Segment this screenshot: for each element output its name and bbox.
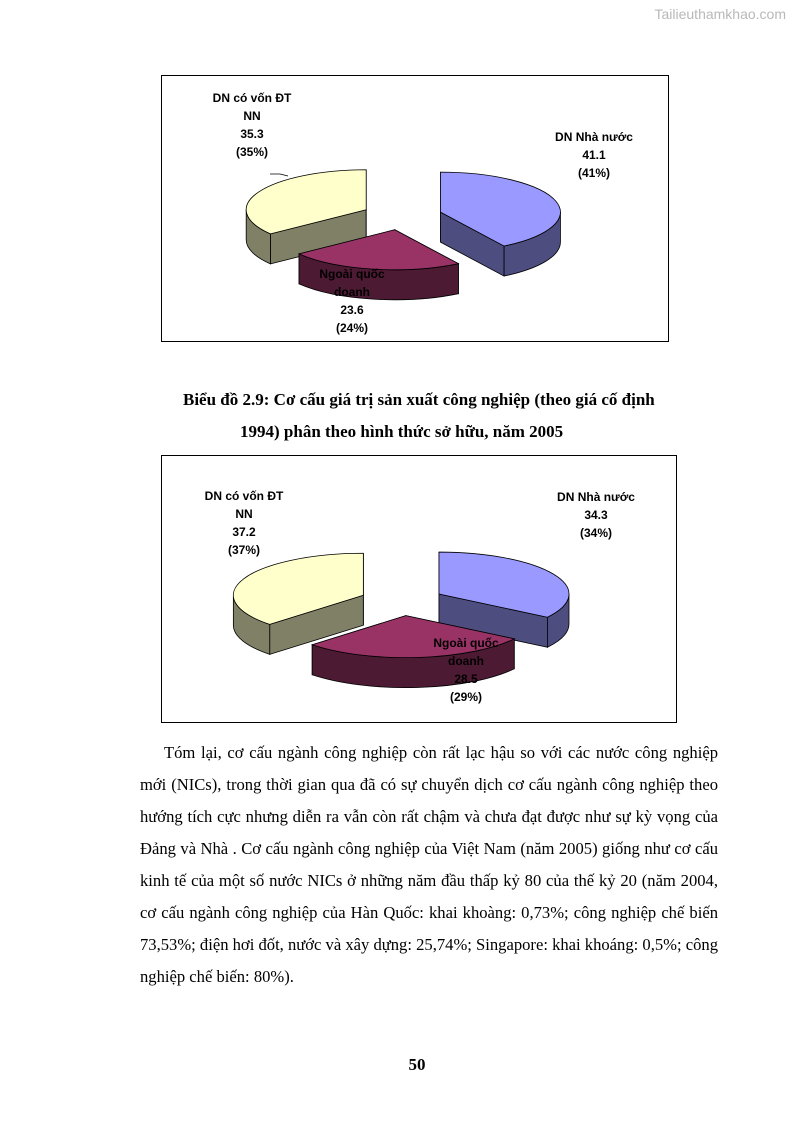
label-dn-von-dtnn: DN có vốn ĐT NN 37.2 (37%): [204, 489, 284, 557]
caption-line-2: 1994) phân theo hình thức sở hữu, năm 2005: [240, 422, 564, 441]
leader-line: [270, 174, 288, 176]
pie-slice-dn-nha-nuoc: [440, 172, 560, 276]
label-dn-nha-nuoc: DN Nhà nước 41.1 (41%): [555, 130, 633, 180]
paragraph-text: Tóm lại, cơ cấu ngành công nghiệp còn rất lạc hậu so với các nước công nghiệp mới (NICs), trong thời gian qua đã có sự chuyển dịch cơ cấu ngành công nghiệp theo hướng tích cực nhưng diễn ra vẫn còn rất chậm và chưa đạt được như sự kỳ vọng của Đảng và Nhà . Cơ cấu ngành công nghiệp của Việt Nam (năm 2005) giống như cơ cấu kinh tế của một số nước NICs ở những năm đầu thấp kỷ 80 của thế kỷ 20 (năm 2004, cơ cấu ngành công nghiệp của Hàn Quốc: khai khoàng: 0,73%; công nghiệp chế biến 73,53%; điện hơi đốt, nước và xây dựng: 25,74%; Singapore: khai khoáng: 0,5%; công nghiệp chế biến: 80%).: [140, 743, 718, 986]
pie-chart-2005: [161, 455, 677, 723]
label-ngoai-quoc-doanh: Ngoài quốc doanh 28.5 (29%): [433, 636, 499, 704]
label-dn-nha-nuoc: DN Nhà nước 34.3 (34%): [557, 490, 635, 540]
pie-chart-2004: [161, 75, 669, 342]
page-number: 50: [408, 1055, 426, 1074]
watermark: Tailieuthamkhao.com: [654, 6, 786, 22]
body-paragraph: [140, 737, 718, 993]
label-ngoai-quoc-doanh: Ngoài quốc doanh 23.6 (24%): [319, 267, 385, 335]
caption-line-1: Biểu đồ 2.9: Cơ cấu giá trị sản xuất công nghiệp (theo giá cố định: [183, 390, 655, 409]
label-dn-von-dtnn: DN có vốn ĐT NN 35.3 (35%): [212, 91, 292, 159]
